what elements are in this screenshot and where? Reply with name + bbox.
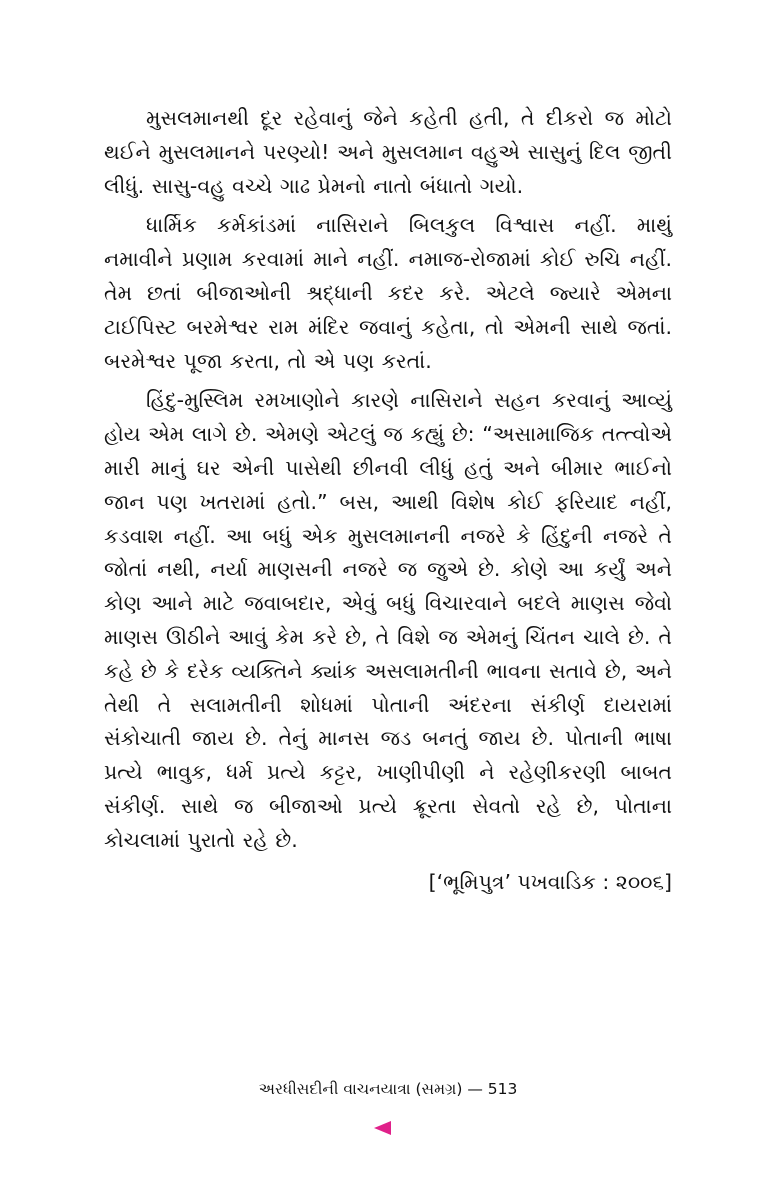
source-citation: [‘ભૂમિપુત્ર’ પખવાડિક : ૨૦૦૬] [428,869,672,894]
page-footer: અરધીસદીની વાચનયાત્રા (સમગ્ર) — 513 [258,1080,518,1098]
paragraph-1: મુસલમાનથી દૂર રહેવાનું જેને કહેતી હતી, તે દીકરો જ મોટો થઈને મુસલમાનને પરણ્યો! અને મુસલમાન વહુએ સાસુનું દિલ જીતી લીધું. સાસુ-વહુ વચ્ચે ગાઢ પ્રેમનો નાતો બંધાતો ગયો. [104,106,672,198]
article-body [104,102,672,899]
previous-page-arrow-icon[interactable] [374,1121,391,1135]
paragraph-3: હિંદુ-મુસ્લિમ રમખાણોને કારણે નાસિરાને સહન કરવાનું આવ્યું હોય એમ લાગે છે. એમણે એટલું જ કહ્યું છે: “અસામાજિક તત્ત્વોએ મારી માનું ઘર એની પાસેથી છીનવી લીધું હતું અને બીમાર ભાઈનો જાન પણ ખતરામાં હતો.” બસ, આથી વિશેષ કોઈ ફરિયાદ નહીં, કડવાશ નહીં. આ બધું એક મુસલમાનની નજરે કે હિંદુની નજરે તે જોતાં નથી, નર્યા માણસની નજરે જ જુએ છે. કોણે આ કર્યું અને કોણ આને માટે જવાબદાર, એવું બધું વિચારવાને બદલે માણસ જેવો માણસ ઊઠીને આવું કેમ કરે છે, તે વિશે જ એમનું ચિંતન ચાલે છે. તે કહે છે કે દરેક વ્યક્તિને ક્યાંક અસલામતીની ભાવના સતાવે છે, અને તેથી તે સલામતીની શોધમાં પોતાની અંદરના સંકીર્ણ દાયરામાં સંકોચાતી જાય છે. તેનું માનસ જડ બનતું જાય છે. પોતાની ભાષા પ્રત્યે ભાવુક, ધર્મ પ્રત્યે કટ્ટર, ખાણીપીણી ને રહેણીકરણી બાબત સંકીર્ણ. સાથે જ બીજાઓ પ્રત્યે ક્રૂરતા સેવતો રહે છે, પોતાના કોચલામાં પુરાતો રહે છે. [104,388,672,852]
paragraph-2: ધાર્મિક કર્મકાંડમાં નાસિરાને બિલકુલ વિશ્વાસ નહીં. માથું નમાવીને પ્રણામ કરવામાં માને નહીં. નમાજ-રોજામાં કોઈ રુચિ નહીં. તેમ છતાં બીજાઓની શ્રદ્ધાની કદર કરે. એટલે જ્યારે એમના ટાઈપિસ્ટ બરમેશ્વર રામ મંદિર જવાનું કહેતા, તો એમની સાથે જતાં. બરમેશ્વર પૂજા કરતા, તો એ પણ કરતાં. [104,213,672,373]
